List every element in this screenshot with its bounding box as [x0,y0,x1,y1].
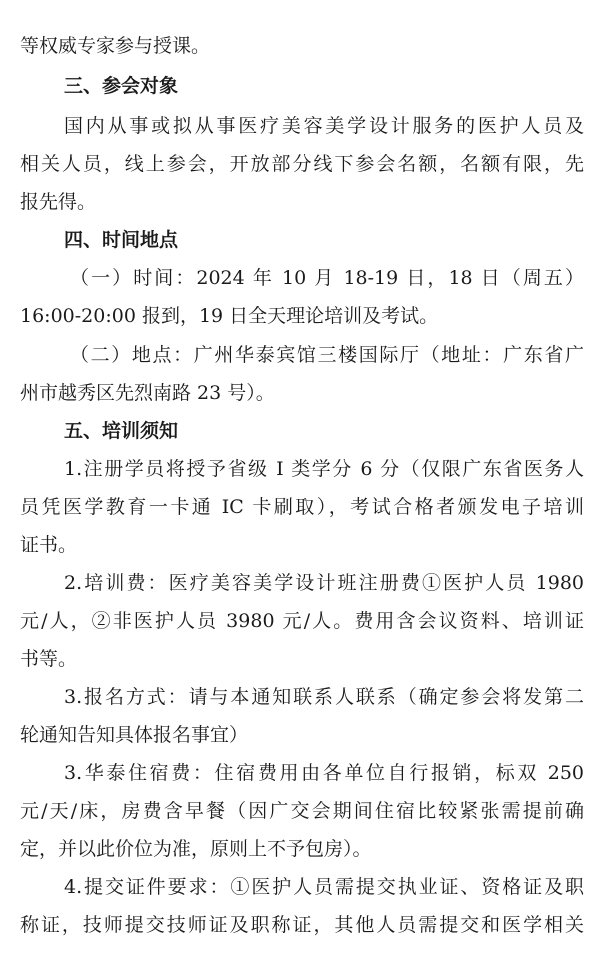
text-line: 1.注册学员将授予省级 I 类学分 6 分（仅限广东省医务人 [64,458,584,480]
text-line: 3.报名方式：请与本通知联系人联系（确定参会将发第二 [64,686,584,708]
text-line: 定，并以此价位为准，原则上不予包房）。 [20,838,372,860]
text-line: 称证，技师提交技师证及职称证，其他人员需提交和医学相关 [20,914,584,936]
text-line: 元/天/床，房费含早餐（因广交会期间住宿比较紧张需提前确 [20,800,584,822]
text-line: 等权威专家参与授课。 [20,35,211,57]
text-line: 16:00-20:00 报到，19 日全天理论培训及考试。 [20,305,439,327]
text-line: 3.华泰住宿费：住宿费用由各单位自行报销，标双 250 [64,762,584,784]
text-line: 证书。 [20,534,78,556]
text-line: 元/人，②非医护人员 3980 元/人。费用含会议资料、培训证 [20,610,584,632]
text-line: 国内从事或拟从事医疗美容美学设计服务的医护人员及 [64,115,584,137]
text-line: 报先得。 [20,191,97,213]
text-line: 书等。 [20,648,78,670]
text-line: 轮通知告知具体报名事宜） [20,724,249,746]
section-heading-participants: 三、参会对象 [64,75,179,97]
section-heading-training-notes: 五、培训须知 [64,420,179,442]
text-line: 员凭医学教育一卡通 IC 卡刷取），考试合格者颁发电子培训 [20,496,584,518]
text-line: （二）地点：广州华泰宾馆三楼国际厅（地址：广东省广 [70,344,584,366]
text-line: （一）时间：2024 年 10 月 18-19 日，18 日（周五） [70,267,584,289]
text-line: 相关人员，线上参会，开放部分线下参会名额，名额有限，先 [20,153,584,175]
text-line: 4.提交证件要求：①医护人员需提交执业证、资格证及职 [64,876,584,898]
text-line: 2.培训费：医疗美容美学设计班注册费①医护人员 1980 [64,572,584,594]
text-line: 州市越秀区先烈南路 23 号）。 [20,382,275,404]
section-heading-time-location: 四、时间地点 [64,229,179,251]
